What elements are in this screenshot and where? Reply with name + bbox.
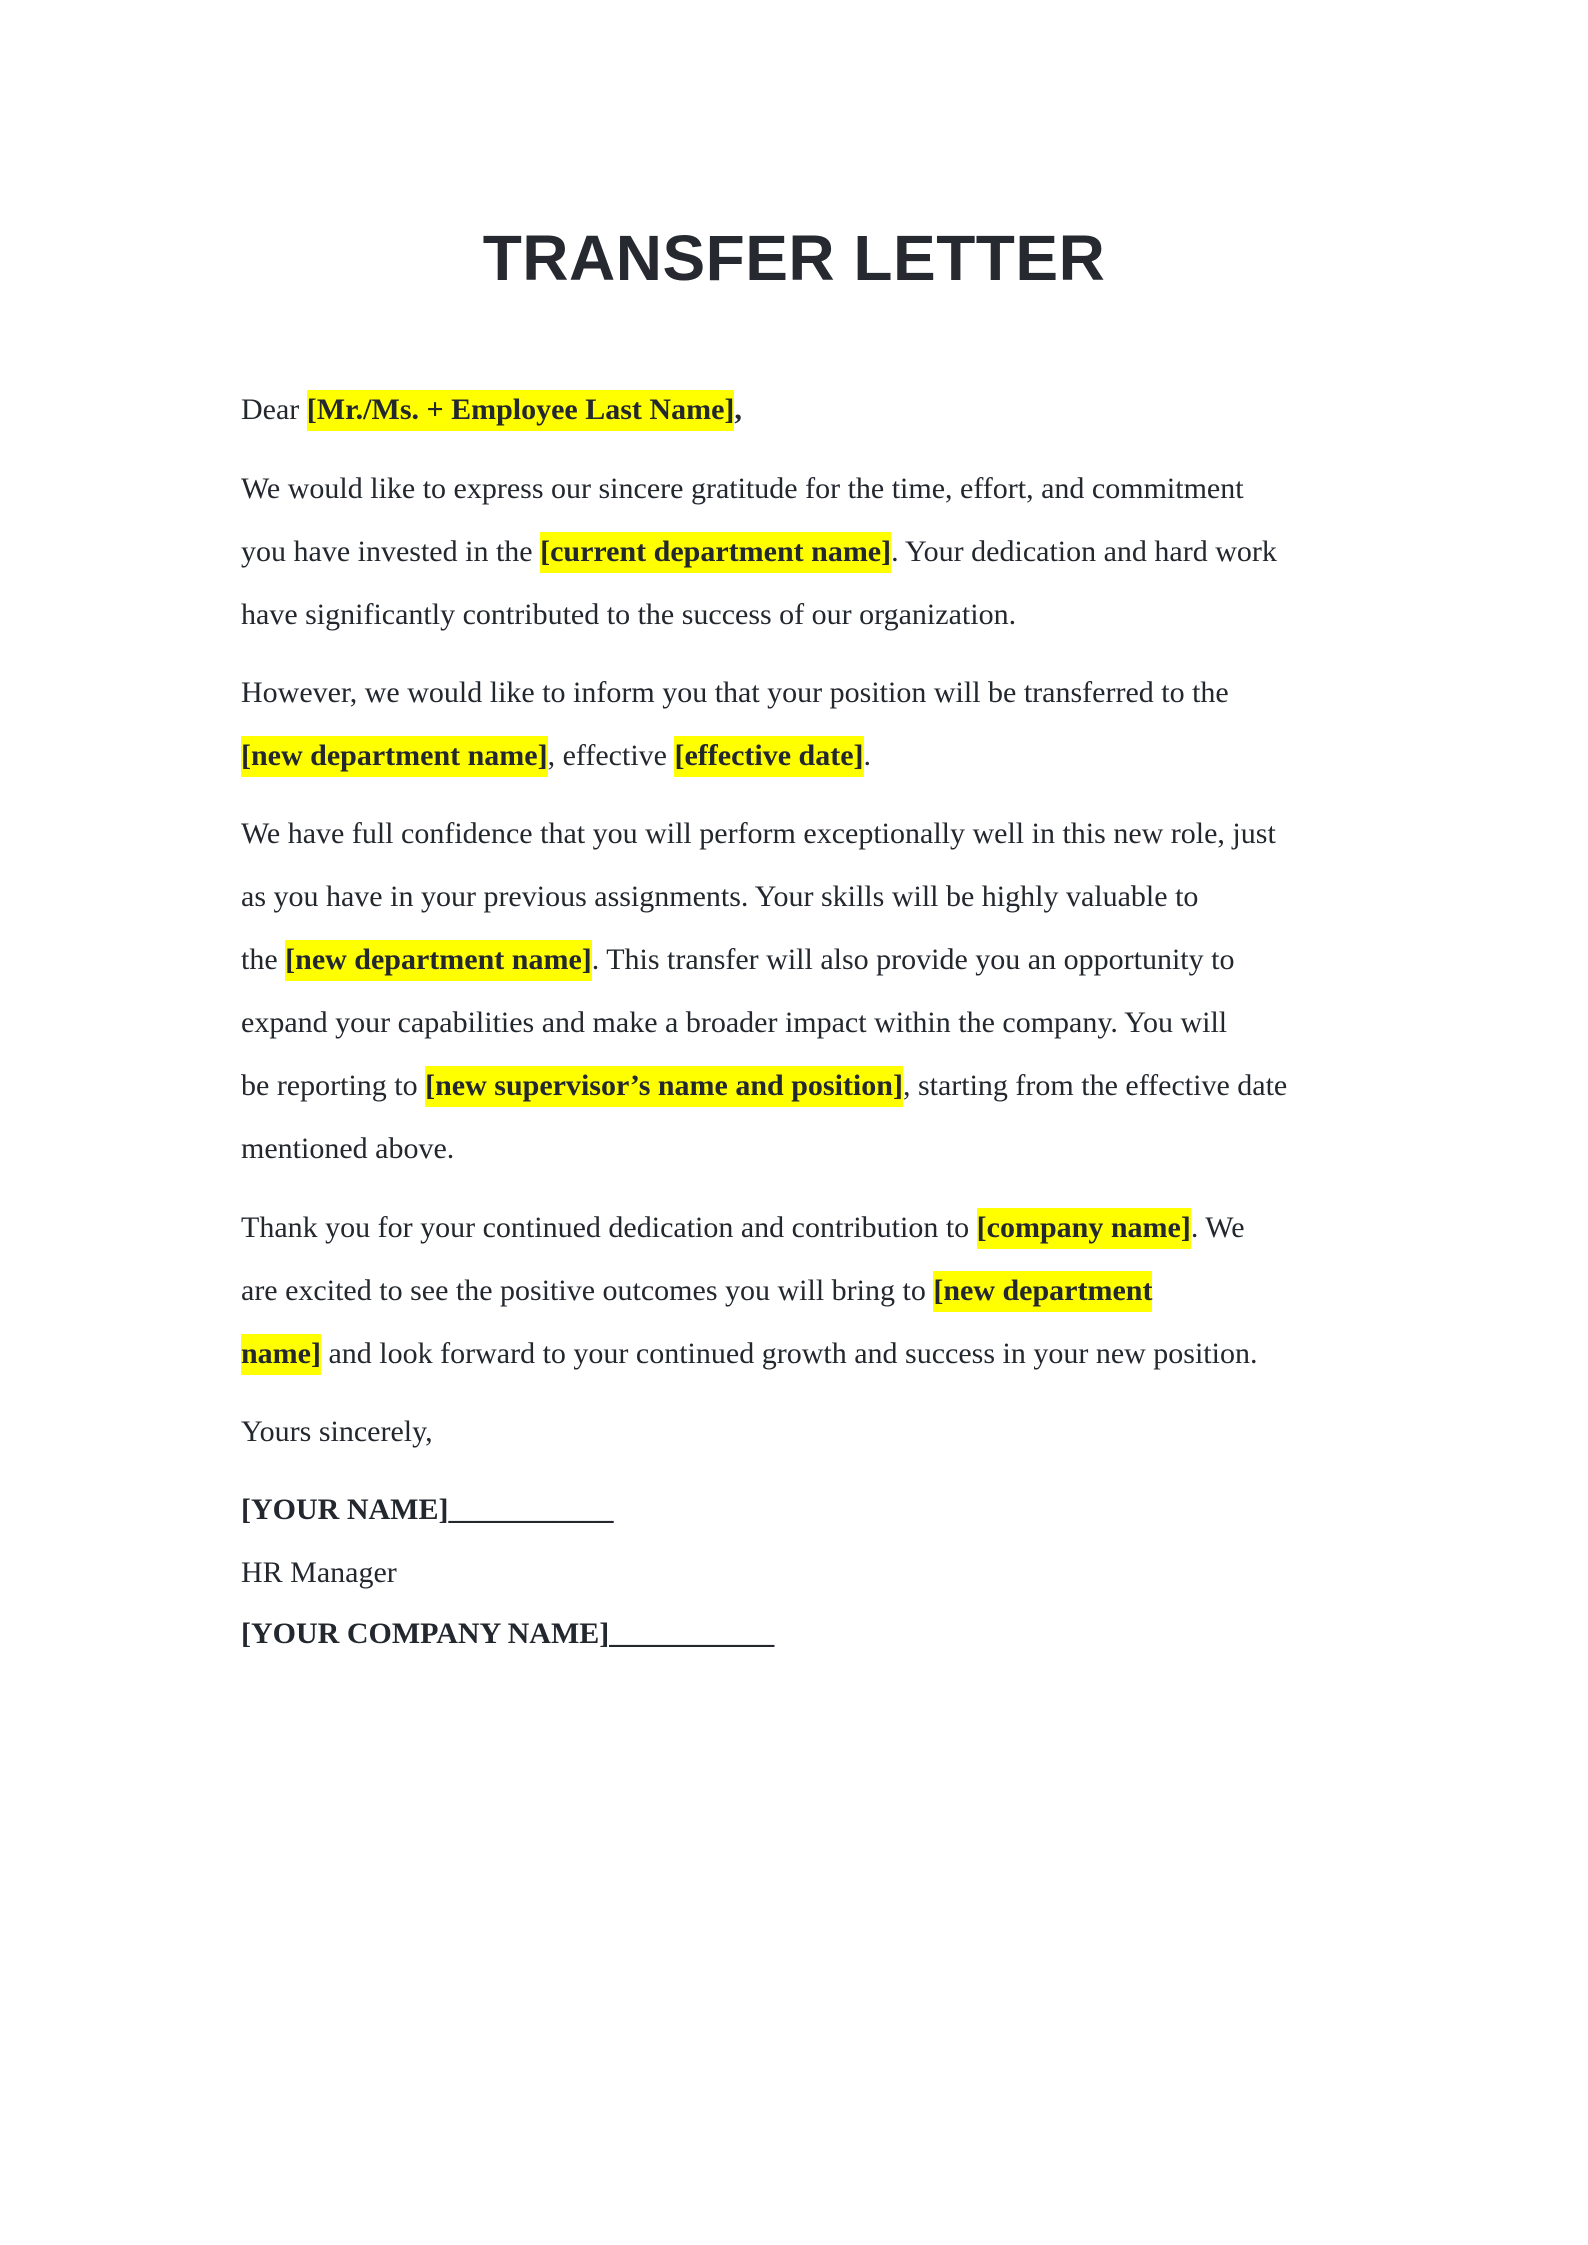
paragraph4-line2 — [241, 1269, 1152, 1313]
paragraph2-line1: However, we would like to inform you that your position will be transferred to the — [241, 676, 1229, 709]
text: be reporting to — [241, 1069, 426, 1102]
text: . We — [1190, 1211, 1245, 1244]
signature-role: HR Manager — [241, 1556, 397, 1589]
paragraph2-line2 — [241, 734, 871, 778]
placeholder-new-supervisor: [new supervisor’s name and position] — [425, 1066, 903, 1107]
text: Thank you for your continued dedication and contribution to — [241, 1211, 977, 1244]
text: and look forward to your continued growth and success in your new position. — [320, 1337, 1258, 1370]
closing: Yours sincerely, — [241, 1415, 433, 1448]
text: , starting from the effective date — [902, 1069, 1288, 1102]
text: the — [241, 943, 286, 976]
paragraph4-line1 — [241, 1206, 1245, 1250]
placeholder-company-name: [company name] — [977, 1208, 1191, 1249]
paragraph1-line2 — [241, 530, 1277, 574]
paragraph1-line1: We would like to express our sincere gratitude for the time, effort, and commitment — [241, 472, 1244, 505]
document-title: TRANSFER LETTER — [482, 222, 1106, 294]
placeholder-new-department: [new department — [933, 1271, 1152, 1312]
signature-name: [YOUR NAME]___________ — [241, 1493, 614, 1526]
placeholder-employee-name: [Mr./Ms. + Employee Last Name] — [307, 390, 735, 431]
paragraph3-line6: mentioned above. — [241, 1132, 455, 1165]
paragraph4-line3 — [241, 1332, 1257, 1376]
placeholder-new-department: [new department name] — [285, 940, 592, 981]
paragraph3-line4: expand your capabilities and make a broader impact within the company. You will — [241, 1006, 1228, 1039]
paragraph3-line2: as you have in your previous assignments. Your skills will be highly valuable to — [241, 880, 1199, 913]
salutation — [241, 388, 742, 432]
text: . This transfer will also provide you an opportunity to — [591, 943, 1235, 976]
salutation-suffix: , — [734, 393, 742, 426]
salutation-prefix: Dear — [241, 393, 307, 426]
text: . — [863, 739, 872, 772]
text: . Your dedication and hard work — [891, 535, 1277, 568]
paragraph3-line1: We have full confidence that you will perform exceptionally well in this new role, just — [241, 817, 1276, 850]
paragraph3-line5 — [241, 1064, 1287, 1108]
paragraph3-line3 — [241, 938, 1234, 982]
text: you have invested in the — [241, 535, 541, 568]
signature-company: [YOUR COMPANY NAME]___________ — [241, 1617, 775, 1650]
placeholder-current-department: [current department name] — [540, 532, 891, 573]
text: , effective — [547, 739, 675, 772]
placeholder-new-department: [new department name] — [241, 736, 548, 777]
placeholder-new-department: name] — [241, 1334, 321, 1375]
placeholder-effective-date: [effective date] — [674, 736, 863, 777]
paragraph1-line3: have significantly contributed to the success of our organization. — [241, 598, 1017, 631]
text: are excited to see the positive outcomes you will bring to — [241, 1274, 934, 1307]
